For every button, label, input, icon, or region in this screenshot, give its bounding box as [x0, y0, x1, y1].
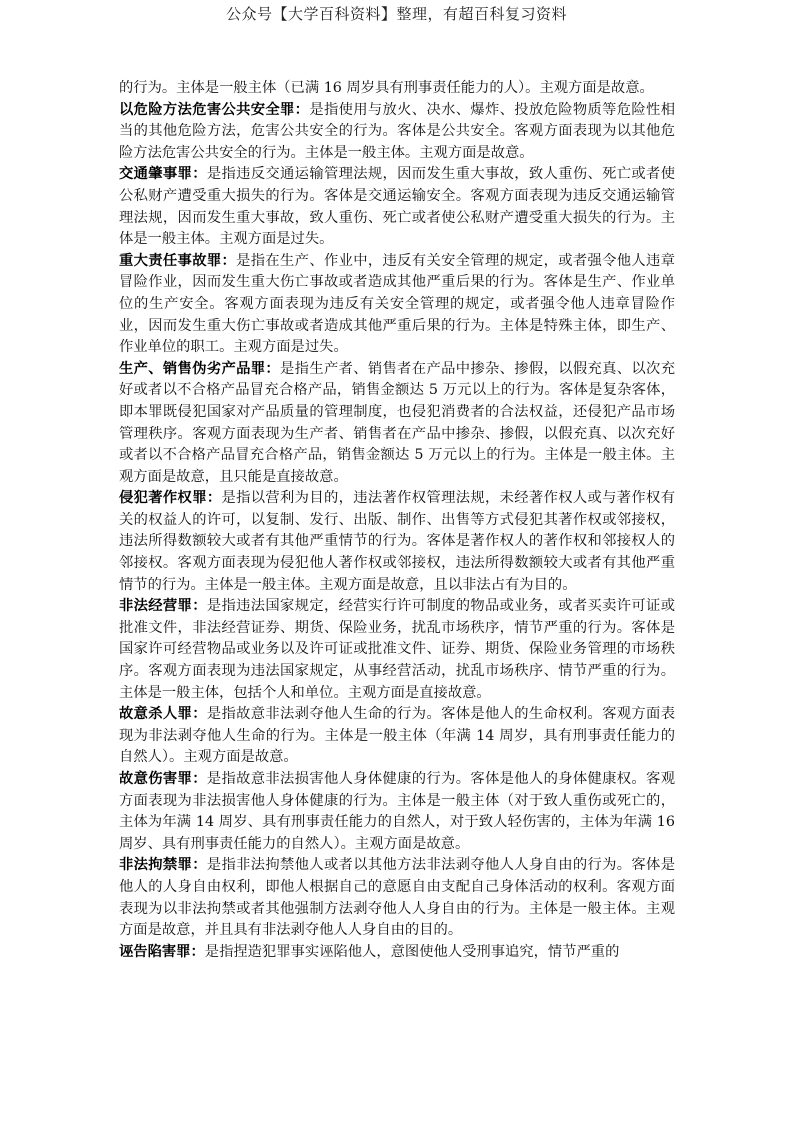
paragraph-intentional-homicide	[119, 704, 675, 769]
paragraph-continuation	[119, 78, 675, 100]
paragraph-false-accusation	[119, 942, 675, 964]
term-heading: 重大责任事故罪：	[119, 252, 237, 269]
paragraph-text: 是指在生产、作业中，违反有关安全管理的规定，或者强令他人违章冒险作业，因而发生重大伤亡事故或者造成其他严重后果的行为。客体是生产、作业单位的生产安全。客观方面表现为违反有关安全管理的规定，或者强令他人违章冒险作业，因而发生重大伤亡事故或者造成其他严重后果的行为。主体是特殊主体，即生产、作业单位的职工。主观方面是过失。	[119, 252, 675, 356]
paragraph-text: 是指非法拘禁他人或者以其他方法非法剥夺他人人身自由的行为。客体是他人的人身自由权利，即他人根据自己的意愿自由支配自己身体活动的权利。客观方面表现为以非法拘禁或者其他强制方法剥夺他人人身自由的行为。主体是一般主体。主观方面是故意，并且具有非法剥夺他人人身自由的目的。	[119, 857, 675, 939]
term-heading: 故意伤害罪：	[119, 771, 207, 787]
paragraph-text: 是指违法国家规定，经营实行许可制度的物品或业务，或者买卖许可证或批准文件，非法经营证券、期货、保险业务，扰乱市场秩序，情节严重的行为。客体是国家许可经营物品或业务以及许可证或批准文件、证券、期货、保险业务管理的市场秩序。客观方面表现为违法国家规定，从事经营活动，扰乱市场秩序、情节严重的行为。主体是一般主体，包括个人和单位。主观方面是直接故意。	[119, 598, 675, 701]
page-header: 公众号【大学百科资料】整理，有超百科复习资料	[225, 5, 567, 23]
paragraph-illegal-detention	[119, 855, 675, 941]
paragraph-copyright-infringement	[119, 488, 675, 596]
term-heading: 故意杀人罪：	[119, 706, 207, 723]
paragraph-text: 是指故意非法损害他人身体健康的行为。客体是他人的身体健康权。客观方面表现为非法损害他人身体健康的行为。主体是一般主体（对于致人重伤或死亡的，主体为年满 14 周岁、具有刑事责任能力的自然人，对于致人轻伤害的，主体为年满 16 周岁、具有刑事责任能力的自然人）。主观方面是故意。	[119, 771, 675, 852]
paragraph-illegal-business	[119, 596, 675, 704]
term-heading: 诬告陷害罪：	[119, 943, 205, 960]
term-heading: 非法拘禁罪：	[119, 857, 207, 874]
term-heading: 非法经营罪：	[119, 598, 207, 615]
term-heading: 以危险方法危害公共安全罪：	[119, 101, 310, 118]
term-heading: 交通肇事罪：	[119, 166, 207, 183]
document-body	[119, 78, 675, 963]
paragraph-text: 是指捏造犯罪事实诬陷他人，意图使他人受刑事追究，情节严重的	[204, 943, 620, 960]
paragraph-endangering-public-safety	[119, 100, 675, 165]
paragraph-text: 是指使用与放火、决水、爆炸、投放危险物质等危险性相当的其他危险方法，危害公共安全的行为。客体是公共安全。客观方面表现为以其他危险方法危害公共安全的行为。主体是一般主体。主观方面是故意。	[119, 101, 675, 161]
term-heading: 侵犯著作权罪：	[119, 490, 222, 507]
paragraph-counterfeit-products	[119, 359, 675, 489]
paragraph-text: 是指违反交通运输管理法规，因而发生重大事故，致人重伤、死亡或者使公私财产遭受重大损失的行为。客体是交通运输安全。客观方面表现为违反交通运输管理法规，因而发生重大事故，致人重伤、死亡或者使公私财产遭受重大损失的行为。主体是一般主体。主观方面是过失。	[119, 166, 675, 248]
paragraph-text: 的行为。主体是一般主体（已满 16 周岁具有刑事责任能力的人）。主观方面是故意。	[119, 80, 654, 96]
paragraph-major-liability-accident	[119, 251, 675, 359]
paragraph-text: 是指故意非法剥夺他人生命的行为。客体是他人的生命权利。客观方面表现为非法剥夺他人生命的行为。主体是一般主体（年满 14 周岁，具有刑事责任能力的自然人）。主观方面是故意。	[119, 706, 675, 766]
paragraph-traffic-accident	[119, 164, 675, 250]
paragraph-intentional-injury	[119, 769, 675, 855]
paragraph-text: 是指生产者、销售者在产品中掺杂、掺假，以假充真、以次充好或者以不合格产品冒充合格产品，销售金额达 5 万元以上的行为。客体是复杂客体，即本罪既侵犯国家对产品质量的管理制度，也侵犯消费者的合法权益，还侵犯产品市场管理秩序。客观方面表现为生产者、销售者在产品中掺杂、掺假，以假充真、以次充好或者以不合格产品冒充合格产品，销售金额达 5 万元以上的行为。主体是一般主体。主观方面是故意，且只能是直接故意。	[119, 360, 675, 485]
paragraph-text: 是指以营利为目的，违法著作权管理法规，未经著作权人或与著作权有关的权益人的许可，以复制、发行、出版、制作、出售等方式侵犯其著作权或邻接权，违法所得数额较大或者有其他严重情节的行为。客体是著作权人的著作权和邻接权人的邻接权。客观方面表现为侵犯他人著作权或邻接权，违法所得数额较大或者有其他严重情节的行为。主体是一般主体。主观方面是故意，且以非法占有为目的。	[119, 490, 675, 593]
term-heading: 生产、销售伪劣产品罪：	[119, 360, 281, 377]
